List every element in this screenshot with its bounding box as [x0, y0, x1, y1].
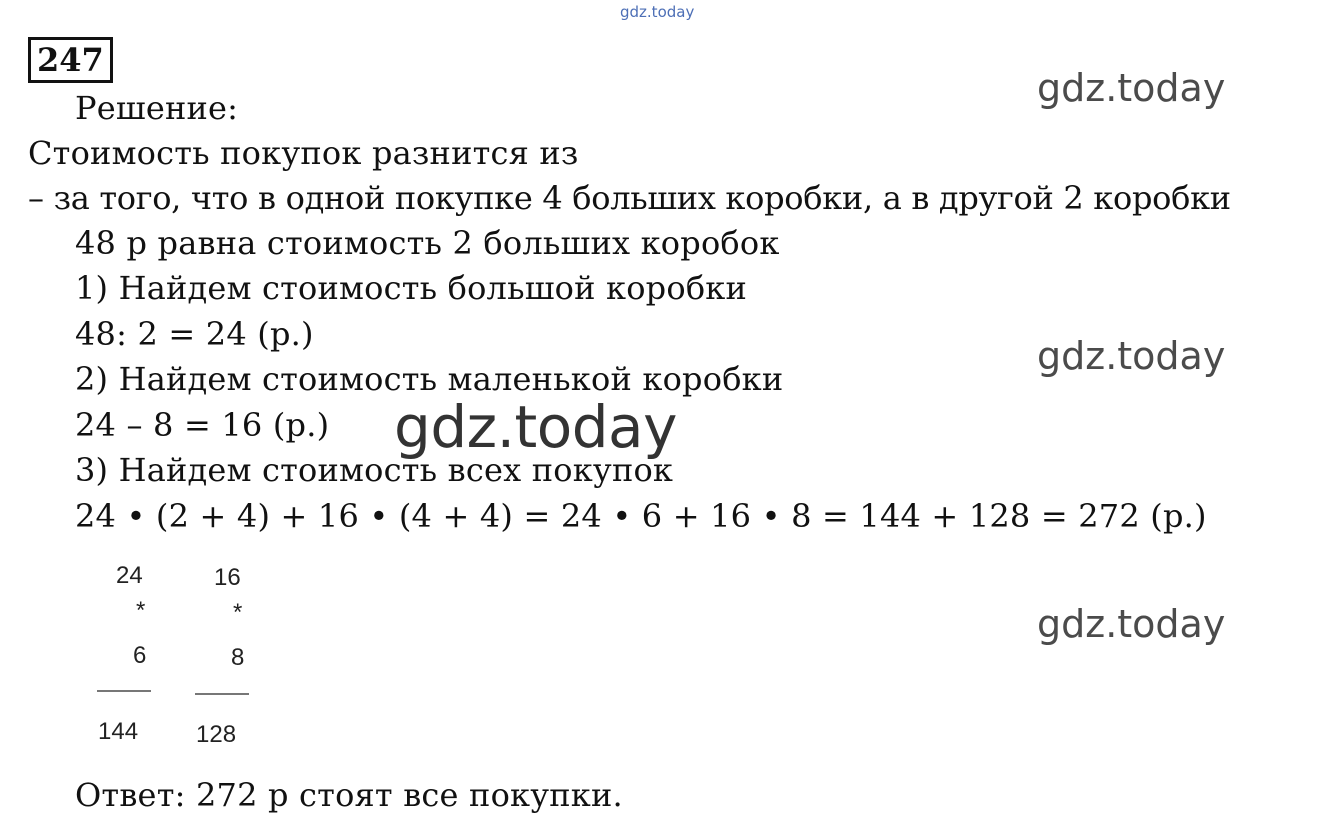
problem-number: 247: [28, 37, 113, 83]
column-mult-1-operator: *: [136, 597, 146, 624]
column-mult-2-top: 16: [214, 564, 241, 591]
step-2-heading: 2) Найдем стоимость маленькой коробки: [75, 360, 784, 398]
watermark-center: gdz.today: [394, 393, 677, 461]
step-1-heading: 1) Найдем стоимость большой коробки: [75, 269, 748, 307]
step-3-calc: 24 • (2 + 4) + 16 • (4 + 4) = 24 • 6 + 16 • 8 = 144 + 128 = 272 (р.): [75, 497, 1207, 535]
column-mult-2-operator: *: [233, 599, 243, 626]
watermark-right-2: gdz.today: [1037, 334, 1226, 378]
solution-line: Стоимость покупок разнится из: [28, 134, 579, 172]
solution-line: 48 р равна стоимость 2 больших коробок: [75, 224, 780, 262]
column-mult-2-bottom: 8: [231, 644, 245, 671]
solution-heading: Решение:: [75, 89, 239, 127]
column-mult-1-result: 144: [98, 718, 139, 745]
column-mult-2-result: 128: [196, 721, 237, 748]
watermark-top: gdz.today: [620, 3, 695, 21]
answer-line: Ответ: 272 р стоят все покупки.: [75, 776, 623, 814]
solution-line: – за того, что в одной покупке 4 больших коробки, а в другой 2 коробки: [28, 179, 1231, 217]
column-mult-1-bottom: 6: [133, 642, 147, 669]
column-mult-2-rule: [195, 693, 249, 695]
step-1-calc: 48: 2 = 24 (р.): [75, 315, 314, 353]
watermark-right-1: gdz.today: [1037, 66, 1226, 110]
watermark-right-3: gdz.today: [1037, 602, 1226, 646]
column-mult-1-rule: [97, 690, 151, 692]
column-mult-1-top: 24: [116, 562, 143, 589]
step-2-calc: 24 – 8 = 16 (р.): [75, 406, 330, 444]
step-3-heading: 3) Найдем стоимость всех покупок: [75, 451, 674, 489]
